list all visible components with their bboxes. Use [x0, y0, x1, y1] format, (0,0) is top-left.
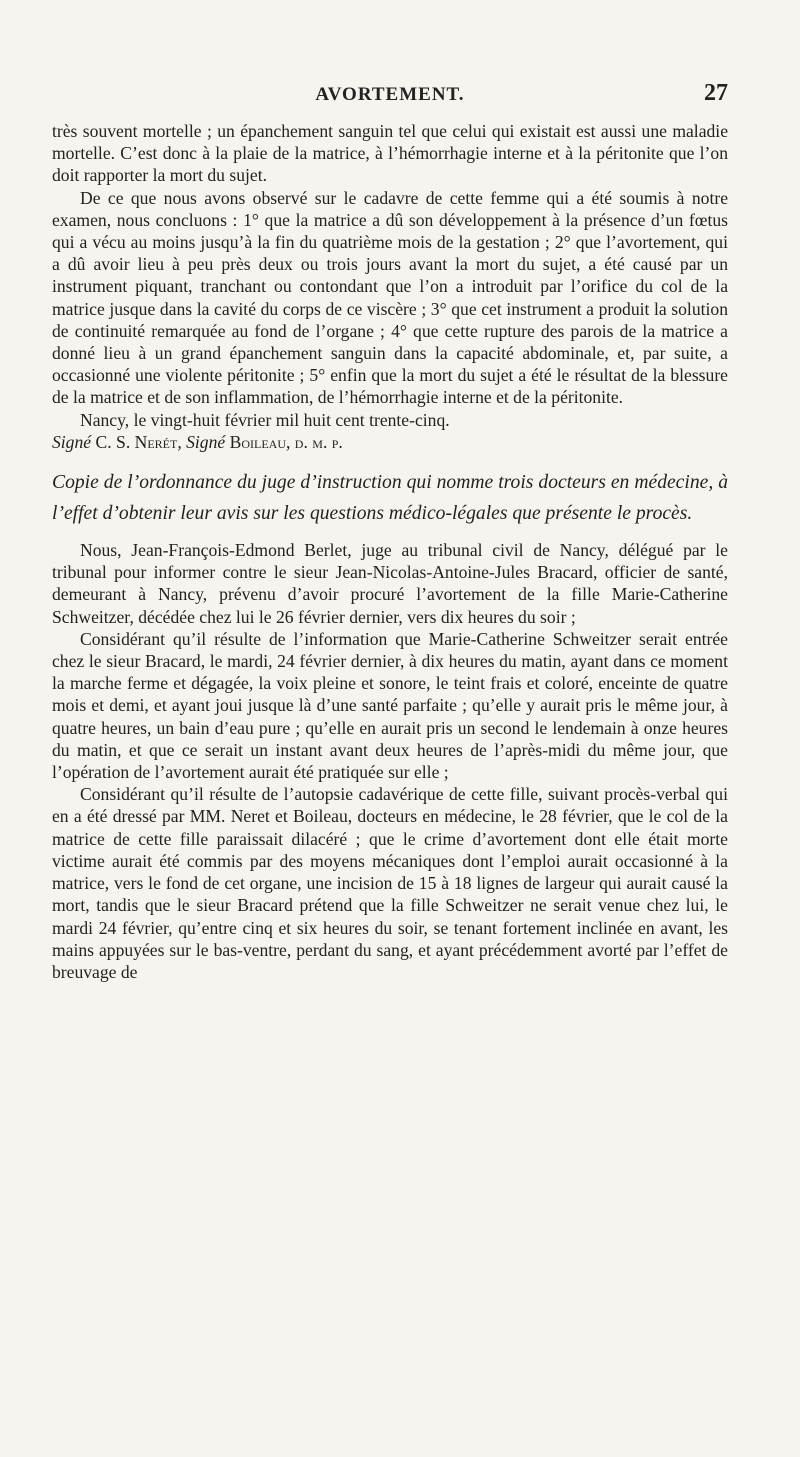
paragraph-6: Considérant qu’il résulte de l’autopsie cadavérique de cette fille, suivant procès-verbal qui en a été dressé par MM. Neret et Boileau, docteurs en médecine, le 28 février, que le col de la matrice de cette fille paraissait dilacéré ; que le crime d’avortement dont elle était morte victime aurait été commis par des moyens mécaniques dont l’emploi aurait occasionné à la matrice, vers le fond de cet organe, une incision de 15 à 18 lignes de largeur qui aurait causé la mort, tandis que le sieur Bracard prétend que la fille Schweitzer ne serait venue chez lui, le mardi 24 février, qu’entre cinq et six heures du soir, se tenant fortement inclinée en avant, les mains appuyées sur le bas-ventre, perdant du sang, et ayant précédemment avorté par l’effet de breuvage de	[52, 784, 728, 982]
running-header	[52, 80, 728, 114]
body-text	[52, 120, 728, 983]
signature-name-1: C. S. Nerét	[95, 431, 178, 452]
page-number: 27	[704, 80, 728, 106]
paragraph-2: De ce que nous avons observé sur le cadavre de cette femme qui a été soumis à notre examen, nous concluons : 1° que la matrice a dû son développement à la présence d’un fœtus qui a vécu au moins jusqu’à la fin du quatrième mois de la gestation ; 2° que l’avortement, qui a dû avoir lieu à peu près deux ou trois jours avant la mort du sujet, a été causé par un instrument piquant, tranchant ou contondant que l’on a introduit par l’orifice du col de la matrice jusque dans la cavité du corps de ce viscère ; 3° que cet instrument a produit la solution de continuité remarquée au fond de l’organe ; 4° que cette rupture des parois de la matrice a donné lieu à un grand épanchement sanguin dans la capacité abdominale, et, par suite, a occasionné une violente péritonite ; 5° enfin que la mort du sujet a été le résultat de la blessure de la matrice et de son inflammation, de l’hémorrhagie interne et de la péritonite.	[52, 187, 728, 408]
signature-prefix-1: Signé	[52, 431, 92, 452]
paragraph-1: très souvent mortelle ; un épanchement sanguin tel que celui qui existait est aussi une maladie mortelle. C’est donc à la plaie de la matrice, à l’hémorrhagie interne et à la péritonite que l’on doit rapporter la mort du sujet.	[52, 121, 728, 186]
running-title: AVORTEMENT.	[315, 84, 465, 105]
paragraph-date: Nancy, le vingt-huit février mil huit cent trente-cinq.	[80, 409, 450, 430]
paragraph-4: Nous, Jean-François-Edmond Berlet, juge au tribunal civil de Nancy, délégué par le tribunal pour informer contre le sieur Jean-Nicolas-Antoine-Jules Bracard, officier de santé, demeurant à Nancy, prévenu d’avoir procuré l’avortement de la fille Marie-Catherine Schweitzer, décédée chez lui le 26 février dernier, vers dix heures du soir ;	[52, 540, 728, 627]
section-heading: Copie de l’ordonnance du juge d’instruction qui nomme trois docteurs en médecine, à l’effet d’obtenir leur avis sur les questions médico-légales que présente le procès.	[52, 472, 728, 525]
signature-prefix-2: , Signé	[177, 431, 226, 452]
paragraph-5: Considérant qu’il résulte de l’information que Marie-Catherine Schweitzer serait entrée chez le sieur Bracard, le mardi, 24 février dernier, à dix heures du matin, ayant dans ce moment la marche ferme et dégagée, la voix pleine et sonore, le teint frais et coloré, enceinte de quatre mois et demi, et ayant joui jusque là d’une santé parfaite ; qu’elle y aurait pris le même jour, à quatre heures, un bain d’eau pure ; qu’elle en aurait pris un second le lendemain à onze heures du matin, et que ce serait un instant avant deux heures de l’après-midi du même jour, que l’opération de l’avortement aurait été pratiquée sur elle ;	[52, 628, 728, 783]
signature-line	[52, 431, 728, 453]
signature-name-2: Boileau, d. m. p.	[229, 431, 343, 452]
